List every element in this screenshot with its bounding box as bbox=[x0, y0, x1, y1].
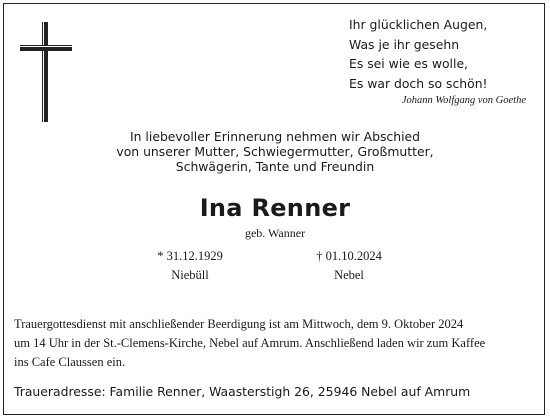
service-line: um 14 Uhr in der St.-Clemens-Kirche, Nebel auf Amrum. Anschließend laden wir zum Kaffee bbox=[14, 336, 486, 350]
service-line: ins Cafe Claussen ein. bbox=[14, 355, 126, 369]
poem-line: Ihr glücklichen Augen, bbox=[349, 17, 488, 32]
cross-icon bbox=[20, 22, 72, 122]
death-place: Nebel bbox=[334, 268, 364, 282]
mourning-address: Traueradresse: Familie Renner, Waasterstigh 26, 25946 Nebel auf Amrum bbox=[14, 384, 471, 399]
poem-line: Es war doch so schön! bbox=[349, 75, 488, 91]
birth-date: * 31.12.1929 bbox=[157, 249, 223, 263]
poem-line: Es sei wie es wolle, bbox=[349, 56, 468, 71]
deceased-name: Ina Renner bbox=[199, 194, 351, 222]
birth-place: Niebüll bbox=[171, 268, 209, 282]
maiden-name: geb. Wanner bbox=[244, 226, 306, 240]
service-line: Trauergottesdienst mit anschließender Beerdigung ist am Mittwoch, dem 9. Oktober 2024 bbox=[14, 317, 464, 331]
intro-line: Schwägerin, Tante und Freundin bbox=[175, 159, 375, 174]
intro-line: In liebevoller Erinnerung nehmen wir Abschied bbox=[129, 129, 420, 144]
intro-text bbox=[90, 129, 460, 174]
poem-line: Was je ihr gesehn bbox=[349, 36, 460, 52]
poem-author: Johann Wolfgang von Goethe bbox=[401, 95, 526, 106]
intro-line: von unserer Mutter, Schwiegermutter, Großmutter, bbox=[116, 144, 434, 159]
birth-info bbox=[140, 247, 240, 285]
poem bbox=[349, 15, 488, 93]
death-date: † 01.10.2024 bbox=[316, 249, 382, 263]
death-info bbox=[299, 247, 399, 285]
service-text bbox=[14, 315, 544, 372]
